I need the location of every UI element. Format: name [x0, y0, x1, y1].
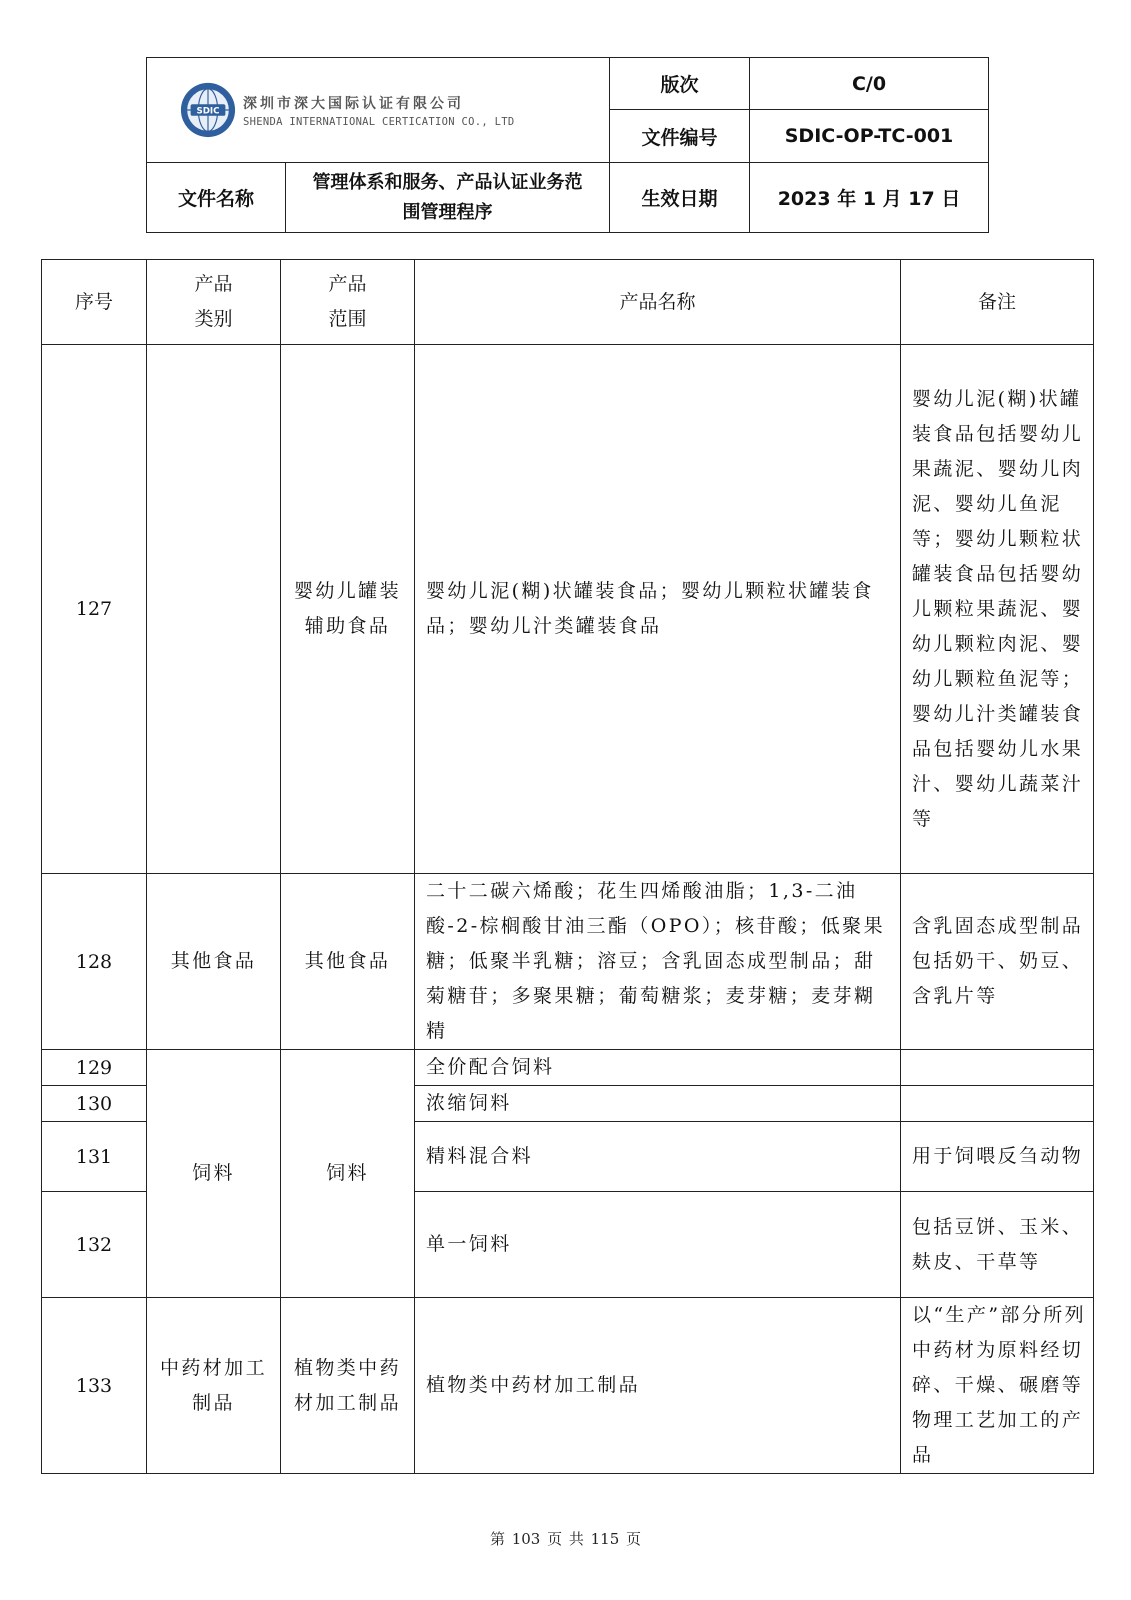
row-product-name: 植物类中药材加工制品 [415, 1298, 901, 1474]
row-scope-line-1: 植物类中药 [293, 1356, 401, 1379]
row-category-line-2: 制品 [192, 1391, 235, 1414]
doc-number-label: 文件编号 [610, 110, 750, 163]
row-seq: 130 [42, 1086, 147, 1122]
row-scope-line-2: 材加工制品 [293, 1391, 401, 1414]
row-remark: 用于饲喂反刍动物 [901, 1122, 1094, 1192]
doc-name-line-1: 管理体系和服务、产品认证业务范 [312, 171, 583, 193]
row-seq: 129 [42, 1050, 147, 1086]
row-remark: 婴幼儿泥(糊)状罐装食品包括婴幼儿果蔬泥、婴幼儿肉泥、婴幼儿鱼泥等；婴幼儿颗粒状罐装食品包括婴幼儿颗粒果蔬泥、婴幼儿颗粒肉泥、婴幼儿颗粒鱼泥等；婴幼儿汁类罐装食品包括婴幼儿水果汁、婴幼儿蔬菜汁等 [901, 345, 1094, 874]
header-scope-line-2: 范围 [328, 308, 367, 330]
row-scope [281, 1298, 415, 1474]
row-product-name: 精料混合料 [415, 1122, 901, 1192]
row-scope-line-1: 婴幼儿罐装 [293, 580, 401, 602]
header-remark: 备注 [901, 260, 1094, 345]
version-label: 版次 [610, 58, 750, 110]
globe-logo-icon [179, 81, 237, 139]
company-logo-block [147, 58, 610, 163]
row-product-name: 婴幼儿泥(糊)状罐装食品；婴幼儿颗粒状罐装食品；婴幼儿汁类罐装食品 [415, 345, 901, 874]
header-category [147, 260, 281, 345]
doc-number-value: SDIC-OP-TC-001 [750, 110, 989, 163]
row-remark [901, 1086, 1094, 1122]
row-seq: 132 [42, 1192, 147, 1298]
table-row [42, 1298, 1094, 1474]
page-number: 第 103 页 共 115 页 [489, 1530, 642, 1548]
row-scope-line-2: 辅助食品 [304, 615, 391, 637]
doc-name-line-2: 围管理程序 [402, 201, 493, 223]
row-seq: 133 [42, 1298, 147, 1474]
row-product-name: 全价配合饲料 [415, 1050, 901, 1086]
logo-text: SDIC [196, 106, 220, 117]
row-product-name: 二十二碳六烯酸；花生四烯酸油脂；1,3-二油酸-2-棕榈酸甘油三酯（OPO）；核苷酸；低聚果糖；低聚半乳糖；溶豆；含乳固态成型制品；甜菊糖苷；多聚果糖；葡萄糖浆；麦芽糖；麦芽糊精 [415, 874, 901, 1050]
row-scope: 饲料 [281, 1050, 415, 1298]
doc-name-label: 文件名称 [147, 163, 286, 233]
header-category-line-1: 产品 [194, 273, 233, 295]
company-name-cn: 深圳市深大国际认证有限公司 [243, 95, 464, 112]
row-category: 其他食品 [147, 874, 281, 1050]
row-category: 饲料 [147, 1050, 281, 1298]
row-seq: 127 [42, 345, 147, 874]
effective-date-value: 2023 年 1 月 17 日 [750, 163, 989, 233]
header-scope-line-1: 产品 [328, 273, 367, 295]
row-seq: 131 [42, 1122, 147, 1192]
table-row [42, 874, 1094, 1050]
row-scope: 其他食品 [281, 874, 415, 1050]
row-category-line-1: 中药材加工 [159, 1356, 267, 1379]
table-header-row [42, 260, 1094, 345]
header-scope [281, 260, 415, 345]
header-seq: 序号 [42, 260, 147, 345]
effective-date-label: 生效日期 [610, 163, 750, 233]
version-value: C/0 [750, 58, 989, 110]
row-product-name: 单一饲料 [415, 1192, 901, 1298]
document-header [146, 57, 989, 233]
company-name-en: SHENDA INTERNATIONAL CERTICATION CO., LTD [243, 115, 515, 128]
table-row [42, 1050, 1094, 1086]
row-remark: 包括豆饼、玉米、麸皮、干草等 [901, 1192, 1094, 1298]
row-product-name: 浓缩饲料 [415, 1086, 901, 1122]
row-category [147, 345, 281, 874]
product-scope-table [41, 259, 1094, 1474]
row-remark: 以“生产”部分所列中药材为原料经切碎、干燥、碾磨等物理工艺加工的产品 [901, 1298, 1094, 1474]
row-category [147, 1298, 281, 1474]
row-scope [281, 345, 415, 874]
doc-name-value [286, 163, 610, 233]
row-remark: 含乳固态成型制品包括奶干、奶豆、含乳片等 [901, 874, 1094, 1050]
row-remark [901, 1050, 1094, 1086]
header-product-name: 产品名称 [415, 260, 901, 345]
header-category-line-2: 类别 [194, 308, 233, 330]
table-row [42, 345, 1094, 874]
row-seq: 128 [42, 874, 147, 1050]
